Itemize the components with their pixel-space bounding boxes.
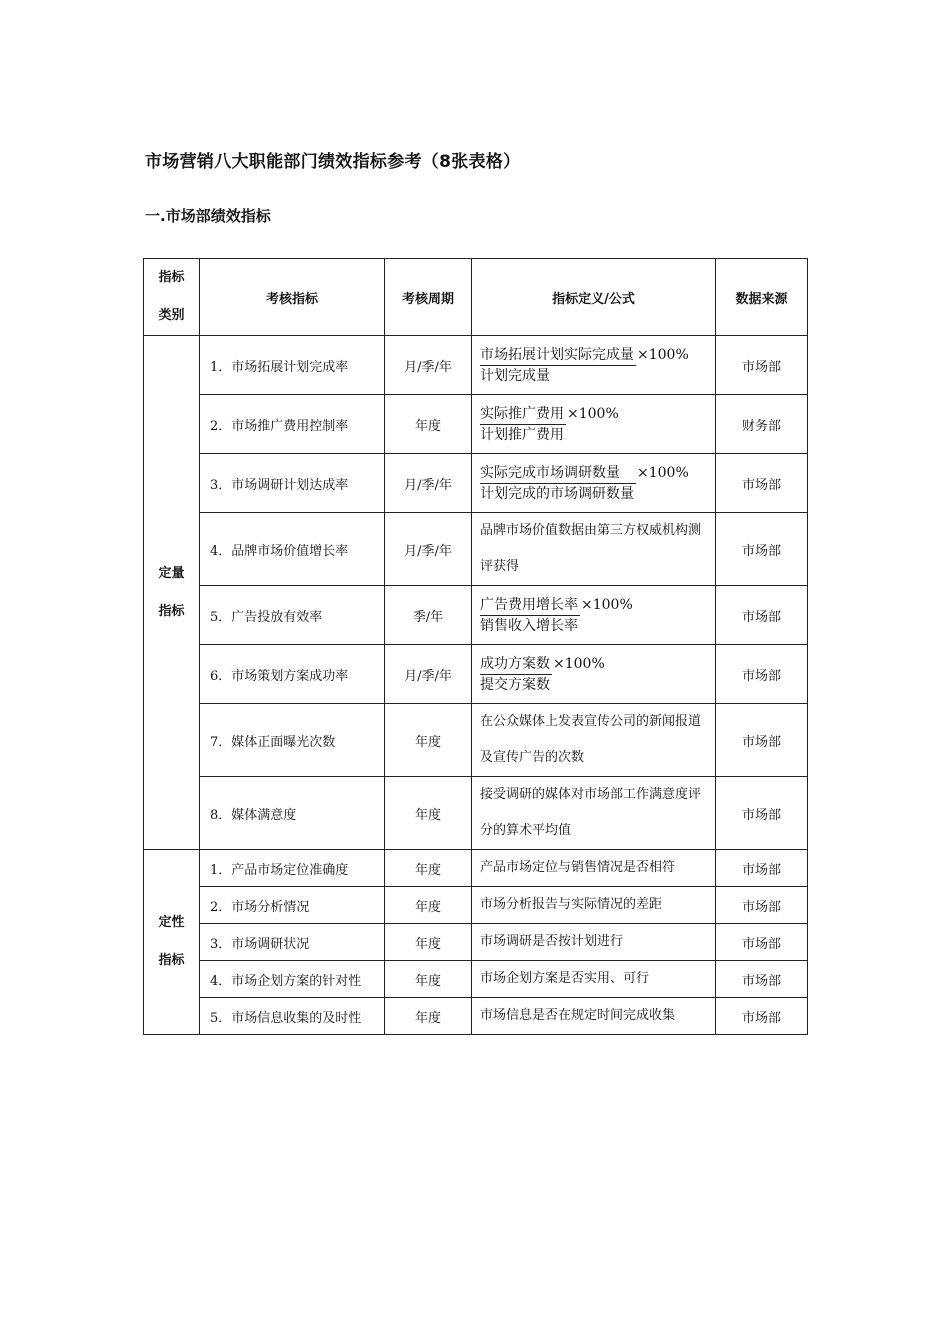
- formula: [472, 463, 715, 504]
- table-row: [144, 336, 808, 395]
- table-row: [144, 454, 808, 513]
- period-cell: 年度: [385, 887, 472, 924]
- category-line2: 指标: [158, 603, 185, 619]
- period-cell: 年度: [385, 777, 472, 850]
- table-row: [144, 645, 808, 704]
- indicator-cell: 2．市场分析情况: [200, 887, 385, 924]
- source-cell: 市场部: [716, 586, 808, 645]
- indicator-cell: 8．媒体满意度: [200, 777, 385, 850]
- fraction: [480, 404, 566, 445]
- period-cell: 月/季/年: [385, 454, 472, 513]
- table-row: [144, 924, 808, 961]
- denominator: 计划推广费用: [480, 426, 564, 443]
- category-line1: 定量: [158, 565, 185, 581]
- period-cell: 月/季/年: [385, 336, 472, 395]
- source-cell: 市场部: [716, 850, 808, 887]
- header-indicator: 考核指标: [200, 259, 385, 336]
- header-category-line1: 指标: [158, 270, 185, 285]
- source-cell: 市场部: [716, 924, 808, 961]
- multiplier: ×100%: [637, 347, 689, 363]
- multiplier: ×100%: [553, 656, 605, 672]
- category-quantitative: [144, 336, 200, 850]
- period-cell: 年度: [385, 704, 472, 777]
- category-qualitative: [144, 850, 200, 1035]
- denominator: 提交方案数: [480, 676, 550, 693]
- source-cell: 市场部: [716, 513, 808, 586]
- header-definition: 指标定义/公式: [472, 259, 716, 336]
- indicator-cell: 4．品牌市场价值增长率: [200, 513, 385, 586]
- table-header-row: [144, 259, 808, 336]
- formula: [472, 345, 715, 386]
- table-row: [144, 704, 808, 777]
- definition-cell: 接受调研的媒体对市场部工作满意度评分的算术平均值: [472, 777, 716, 850]
- table-row: [144, 777, 808, 850]
- numerator: 实际完成市场调研数量: [480, 463, 636, 484]
- fraction: [480, 654, 552, 695]
- indicator-cell: 3．市场调研计划达成率: [200, 454, 385, 513]
- header-period: 考核周期: [385, 259, 472, 336]
- multiplier: ×100%: [581, 597, 633, 613]
- table-row: [144, 395, 808, 454]
- denominator: 计划完成量: [480, 367, 550, 384]
- period-cell: 年度: [385, 961, 472, 998]
- formula: [472, 654, 715, 695]
- header-category: [144, 259, 200, 336]
- formula-cell: [472, 336, 716, 395]
- category-line2: 指标: [158, 953, 185, 968]
- source-cell: 市场部: [716, 454, 808, 513]
- header-category-line2: 类别: [158, 308, 185, 323]
- period-cell: 季/年: [385, 586, 472, 645]
- table-row: [144, 887, 808, 924]
- indicator-cell: 5．广告投放有效率: [200, 586, 385, 645]
- source-cell: 市场部: [716, 336, 808, 395]
- period-cell: 年度: [385, 850, 472, 887]
- indicator-cell: 7．媒体正面曝光次数: [200, 704, 385, 777]
- table-row: [144, 998, 808, 1035]
- period-cell: 年度: [385, 998, 472, 1035]
- formula: [472, 404, 715, 445]
- period-cell: 年度: [385, 395, 472, 454]
- source-cell: 财务部: [716, 395, 808, 454]
- period-cell: 年度: [385, 924, 472, 961]
- period-cell: 月/季/年: [385, 645, 472, 704]
- source-cell: 市场部: [716, 704, 808, 777]
- denominator: 计划完成的市场调研数量: [480, 485, 634, 502]
- source-cell: 市场部: [716, 645, 808, 704]
- formula-cell: [472, 395, 716, 454]
- denominator: 销售收入增长率: [480, 617, 578, 634]
- definition-cell: 市场信息是否在规定时间完成收集: [472, 998, 716, 1035]
- source-cell: 市场部: [716, 777, 808, 850]
- header-source: 数据来源: [716, 259, 808, 336]
- multiplier: ×100%: [567, 406, 619, 422]
- definition-cell: 市场调研是否按计划进行: [472, 924, 716, 961]
- indicator-cell: 3．市场调研状况: [200, 924, 385, 961]
- fraction: [480, 463, 636, 504]
- fraction: [480, 595, 580, 636]
- definition-cell: 市场企划方案是否实用、可行: [472, 961, 716, 998]
- formula-cell: [472, 454, 716, 513]
- table-row: [144, 586, 808, 645]
- definition-cell: 品牌市场价值数据由第三方权威机构测评获得: [472, 513, 716, 586]
- table-row: [144, 961, 808, 998]
- definition-cell: 市场分析报告与实际情况的差距: [472, 887, 716, 924]
- formula: [472, 595, 715, 636]
- indicator-cell: 2．市场推广费用控制率: [200, 395, 385, 454]
- numerator: 成功方案数: [480, 654, 552, 675]
- numerator: 广告费用增长率: [480, 595, 580, 616]
- document-title: 市场营销八大职能部门绩效指标参考（8张表格）: [145, 152, 521, 172]
- definition-cell: 产品市场定位与销售情况是否相符: [472, 850, 716, 887]
- indicator-cell: 1．产品市场定位准确度: [200, 850, 385, 887]
- section-title: 一.市场部绩效指标: [145, 207, 271, 225]
- period-cell: 月/季/年: [385, 513, 472, 586]
- numerator: 实际推广费用: [480, 404, 566, 425]
- table-row: [144, 513, 808, 586]
- indicator-cell: 5．市场信息收集的及时性: [200, 998, 385, 1035]
- kpi-table: [143, 258, 808, 1035]
- table-row: [144, 850, 808, 887]
- formula-cell: [472, 586, 716, 645]
- category-line1: 定性: [158, 915, 185, 930]
- definition-cell: 在公众媒体上发表宣传公司的新闻报道及宣传广告的次数: [472, 704, 716, 777]
- indicator-cell: 1．市场拓展计划完成率: [200, 336, 385, 395]
- fraction: [480, 345, 636, 386]
- indicator-cell: 6．市场策划方案成功率: [200, 645, 385, 704]
- formula-cell: [472, 645, 716, 704]
- multiplier: ×100%: [637, 465, 689, 481]
- source-cell: 市场部: [716, 887, 808, 924]
- indicator-cell: 4．市场企划方案的针对性: [200, 961, 385, 998]
- numerator: 市场拓展计划实际完成量: [480, 345, 636, 366]
- source-cell: 市场部: [716, 998, 808, 1035]
- source-cell: 市场部: [716, 961, 808, 998]
